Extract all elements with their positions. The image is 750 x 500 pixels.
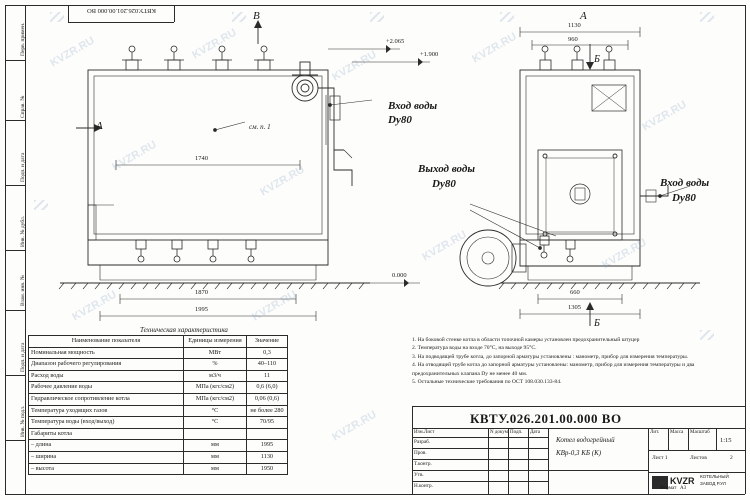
- dim-side-3: 660: [570, 289, 580, 296]
- spec-cell-1-2: 40–110: [246, 359, 287, 371]
- spec-row: [29, 417, 288, 429]
- spec-cell-7-0: Габариты котла: [29, 428, 184, 440]
- side-stamp-6: Подп. и дата: [20, 342, 26, 372]
- note-4: 4. На отводящей трубе котла до запорной арматуры установлены: манометр, прибор для измерения температуры и два предохранительных клапана Dy не менее 40 мм.: [412, 362, 695, 377]
- hatch-deco: [500, 12, 514, 22]
- note-2: 2. Температура воды на входе 70°С, на выходе 95°С.: [412, 345, 537, 352]
- hatch-deco: [50, 12, 64, 22]
- spec-cell-7-2: [246, 428, 287, 440]
- dim-side-2: 960: [568, 36, 578, 43]
- note-5: 5. Остальные технические требования по ОСТ 108.030.133-84.: [412, 379, 562, 386]
- note-1: 1. На боковой стенке котла в области топочной камеры установлен предохранительный штуцер: [412, 337, 640, 343]
- view-label-a-left: А: [96, 120, 103, 132]
- note-ref-label: см. п. 1: [249, 123, 271, 131]
- side-stamp-1: Перв. примен.: [20, 22, 26, 56]
- notes-block: [412, 336, 742, 386]
- dim-side-4: 1305: [568, 304, 581, 311]
- elev-3: 0.000: [392, 272, 407, 279]
- spec-cell-2-0: Расход воды: [29, 370, 184, 382]
- spec-row: [29, 382, 288, 394]
- spec-cell-3-0: Рабочее давление воды: [29, 382, 184, 394]
- stamp-col-4: Дата: [530, 430, 540, 435]
- view-label-b-left: В: [253, 10, 260, 22]
- stamp-role-1: Разраб.: [414, 439, 431, 445]
- stamp-col-1: Изм.Лист: [414, 430, 435, 435]
- spec-cell-6-1: °С: [184, 417, 247, 429]
- product-line-1: Котел водогрейный: [556, 436, 615, 444]
- stamp-col-2: N докум.: [490, 430, 510, 435]
- hatch-deco: [370, 12, 384, 22]
- callout-1-label: Вход воды: [388, 100, 438, 112]
- elev-2: +1.900: [420, 51, 439, 58]
- stamp-role-6: Утв.: [414, 472, 424, 478]
- sheets-value: 2: [730, 455, 733, 461]
- dim-front-1: 1740: [195, 155, 208, 162]
- spec-row: [29, 405, 288, 417]
- stamp-role-3: Т.контр.: [414, 461, 432, 467]
- watermark: KVZR.RU: [110, 138, 159, 174]
- watermark: KVZR.RU: [470, 30, 519, 66]
- spec-header-2: Значение: [246, 336, 287, 348]
- lit-label: Лит.: [650, 430, 660, 435]
- spec-header-row: [29, 336, 288, 348]
- spec-row: [29, 347, 288, 359]
- side-stamp-2: Справ. №: [20, 95, 26, 118]
- spec-cell-6-0: Температура воды (вход/выход): [29, 417, 184, 429]
- spec-row: [29, 428, 288, 440]
- spec-cell-0-1: МВт: [184, 347, 247, 359]
- hatch-deco: [232, 12, 246, 22]
- spec-cell-4-1: МПа (кгс/см2): [184, 393, 247, 405]
- watermark: KVZR.RU: [330, 408, 379, 444]
- spec-header-0: Наименование показателя: [29, 336, 184, 348]
- callout-3-size: Dy80: [672, 192, 696, 204]
- spec-row: [29, 359, 288, 371]
- spec-cell-2-1: м3/ч: [184, 370, 247, 382]
- callout-1-size: Dy80: [388, 114, 412, 126]
- logo-text: KVZR: [670, 476, 695, 486]
- spec-cell-5-1: °С: [184, 405, 247, 417]
- spec-cell-1-0: Диапазон рабочего регулирования: [29, 359, 184, 371]
- watermark: KVZR.RU: [250, 288, 299, 324]
- spec-cell-8-1: мм: [184, 440, 247, 452]
- spec-cell-8-0: – длина: [29, 440, 184, 452]
- spec-title: Техническая характеристика: [140, 326, 228, 334]
- view-label-b-bottom: Б: [594, 318, 600, 329]
- spec-cell-10-1: мм: [184, 463, 247, 475]
- side-stamp-4: Инв. № дубл.: [20, 215, 26, 247]
- dim-front-2: 1870: [195, 289, 208, 296]
- spec-cell-3-2: 0,6 (6,0): [246, 382, 287, 394]
- spec-cell-3-1: МПа (кгс/см2): [184, 382, 247, 394]
- spec-cell-10-0: – высота: [29, 463, 184, 475]
- spec-cell-2-2: 11: [246, 370, 287, 382]
- spec-cell-8-2: 1995: [246, 440, 287, 452]
- spec-cell-5-2: не более 280: [246, 405, 287, 417]
- format-label: Формат А3: [660, 486, 687, 491]
- spec-cell-7-1: [184, 428, 247, 440]
- view-label-a-right: А: [580, 10, 587, 22]
- stamp-role-2: Пров.: [414, 450, 427, 456]
- spec-cell-5-0: Температура уходящих газов: [29, 405, 184, 417]
- spec-cell-6-2: 70/95: [246, 417, 287, 429]
- dim-front-3: 1995: [195, 306, 208, 313]
- spec-cell-4-2: 0,06 (0,6): [246, 393, 287, 405]
- watermark: KVZR.RU: [258, 163, 307, 199]
- spec-row: [29, 393, 288, 405]
- callout-2-label: Выход воды: [418, 163, 475, 175]
- watermark: KVZR.RU: [48, 34, 97, 70]
- dim-side-1: 1130: [568, 22, 581, 29]
- spec-row: [29, 440, 288, 452]
- product-line-2: КВр-0,3 КБ (К): [556, 449, 602, 457]
- title-drawing-code: КВТУ.026.201.00.000 ВО: [470, 411, 622, 426]
- logo-sub-1: КОТЕЛЬНЫЙ: [700, 474, 729, 479]
- spec-header-1: Единицы измерения: [184, 336, 247, 348]
- scale-value: 1:15: [720, 437, 732, 444]
- watermark: KVZR.RU: [190, 26, 239, 62]
- hatch-deco: [34, 200, 48, 210]
- view-label-b-top: Б: [594, 54, 600, 65]
- sheet-label: Лист 1: [652, 455, 668, 461]
- hatch-deco: [700, 330, 714, 340]
- spec-cell-9-0: – ширина: [29, 451, 184, 463]
- spec-row: [29, 451, 288, 463]
- stamp-col-3: Подп.: [510, 430, 523, 435]
- spec-cell-9-1: мм: [184, 451, 247, 463]
- spec-cell-1-1: %: [184, 359, 247, 371]
- watermark: KVZR.RU: [600, 236, 649, 272]
- spec-cell-9-2: 1130: [246, 451, 287, 463]
- sheet-code-top: КВТУ.026.201.00.000 ВО: [87, 7, 157, 14]
- watermark: KVZR.RU: [330, 48, 379, 84]
- watermark: KVZR.RU: [70, 288, 119, 324]
- spec-cell-10-2: 1950: [246, 463, 287, 475]
- stamp-role-5: Н.контр.: [414, 483, 433, 489]
- scale-label: Масштаб: [690, 430, 710, 435]
- spec-row: [29, 370, 288, 382]
- spec-cell-0-0: Номинальная мощность: [29, 347, 184, 359]
- watermark: KVZR.RU: [420, 228, 469, 264]
- callout-2-size: Dy80: [432, 178, 456, 190]
- spec-row: [29, 463, 288, 475]
- mass-label: Масса: [670, 430, 684, 435]
- sheets-label: Листов: [690, 455, 707, 461]
- spec-table: [28, 335, 288, 475]
- elev-1: +2.065: [386, 38, 405, 45]
- hatch-deco: [700, 12, 714, 22]
- logo-sub-2: ЗАВОД Р.УЛ: [700, 481, 726, 486]
- note-3: 3. На подводящей трубе котла, до запорной арматуры установлены : манометр, прибор для измерения температуры.: [412, 353, 689, 360]
- spec-cell-4-0: Гидравлическое сопротивление котла: [29, 393, 184, 405]
- spec-cell-0-2: 0,3: [246, 347, 287, 359]
- callout-3-label: Вход воды: [660, 177, 710, 189]
- side-stamp-3: Подп. и дата: [20, 152, 26, 182]
- side-stamp-5: Взам. инв. №: [20, 275, 26, 306]
- side-stamp-7: Инв. № подл.: [20, 405, 26, 437]
- watermark: KVZR.RU: [640, 98, 689, 134]
